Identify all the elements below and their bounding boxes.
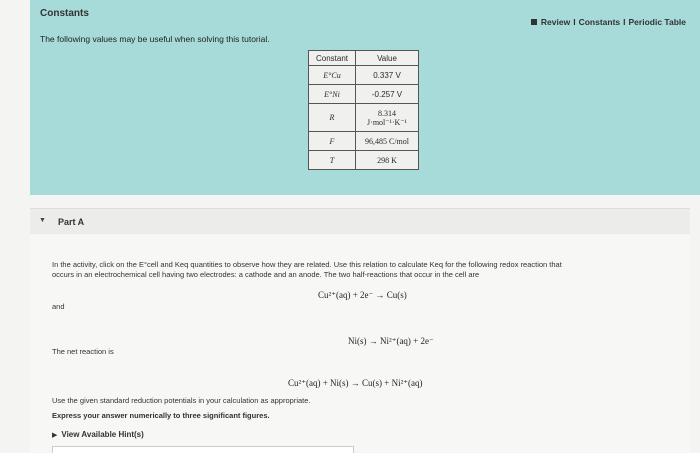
- constant-value: 0.337 V: [356, 66, 419, 85]
- constants-intro: The following values may be useful when solving this tutorial.: [40, 34, 270, 44]
- hint-label: View Available Hint(s): [61, 430, 144, 439]
- table-row: [309, 151, 419, 170]
- link-separator: I: [623, 17, 626, 27]
- part-a-header[interactable]: [30, 208, 690, 235]
- table-row: [309, 66, 419, 85]
- instructions-line-1: In the activity, click on the E°cell and Keq quantities to observe how they are related. Use this relation to calculate Keq for the following redox reaction that: [52, 260, 562, 269]
- constant-value: 8.314 J·mol⁻¹·K⁻¹: [356, 104, 419, 132]
- periodic-table-link[interactable]: Periodic Table: [628, 17, 686, 27]
- header-value: Value: [356, 51, 419, 66]
- constant-value: 298 K: [356, 151, 419, 170]
- instructions-line-2: occurs in an electrochemical cell having two electrodes: a cathode and an anode. The two half-reactions that occur in the cell are: [52, 270, 480, 279]
- review-icon: [531, 19, 537, 25]
- constant-symbol: E°Ni: [309, 85, 356, 104]
- use-potentials-text: Use the given standard reduction potentials in your calculation as appropriate.: [52, 396, 311, 405]
- constants-title: Constants: [40, 8, 89, 19]
- net-reaction-label: The net reaction is: [52, 347, 114, 356]
- constant-symbol: R: [309, 104, 356, 132]
- net-reaction: Cu²⁺(aq) + Ni(s) → Cu(s) + Ni²⁺(aq): [288, 378, 423, 388]
- constants-links: [531, 17, 686, 27]
- constant-value: -0.257 V: [356, 85, 419, 104]
- constant-symbol: T: [309, 151, 356, 170]
- part-a-content: [30, 234, 690, 452]
- half-reaction-anode: Ni(s) → Ni²⁺(aq) + 2e⁻: [348, 336, 434, 346]
- constants-table: [308, 50, 419, 170]
- table-header-row: [309, 51, 419, 66]
- half-reaction-cathode: Cu²⁺(aq) + 2e⁻ → Cu(s): [318, 290, 407, 300]
- constants-panel: [30, 0, 700, 195]
- express-answer-text: Express your answer numerically to three significant figures.: [52, 411, 270, 420]
- link-separator: I: [573, 17, 576, 27]
- constant-symbol: F: [309, 132, 356, 151]
- expand-triangle-icon: ▶: [52, 432, 58, 439]
- header-constant: Constant: [309, 51, 356, 66]
- table-row: [309, 132, 419, 151]
- constant-value: 96,485 C/mol: [356, 132, 419, 151]
- view-hints-link[interactable]: [52, 430, 144, 439]
- table-row: [309, 85, 419, 104]
- constant-symbol: E°Cu: [309, 66, 356, 85]
- review-link[interactable]: Review: [540, 17, 571, 27]
- constants-link[interactable]: Constants: [578, 17, 621, 27]
- collapse-caret-icon[interactable]: ▼: [39, 217, 46, 224]
- table-row: [309, 104, 419, 132]
- part-a-label: Part A: [58, 217, 85, 227]
- and-label: and: [52, 302, 65, 311]
